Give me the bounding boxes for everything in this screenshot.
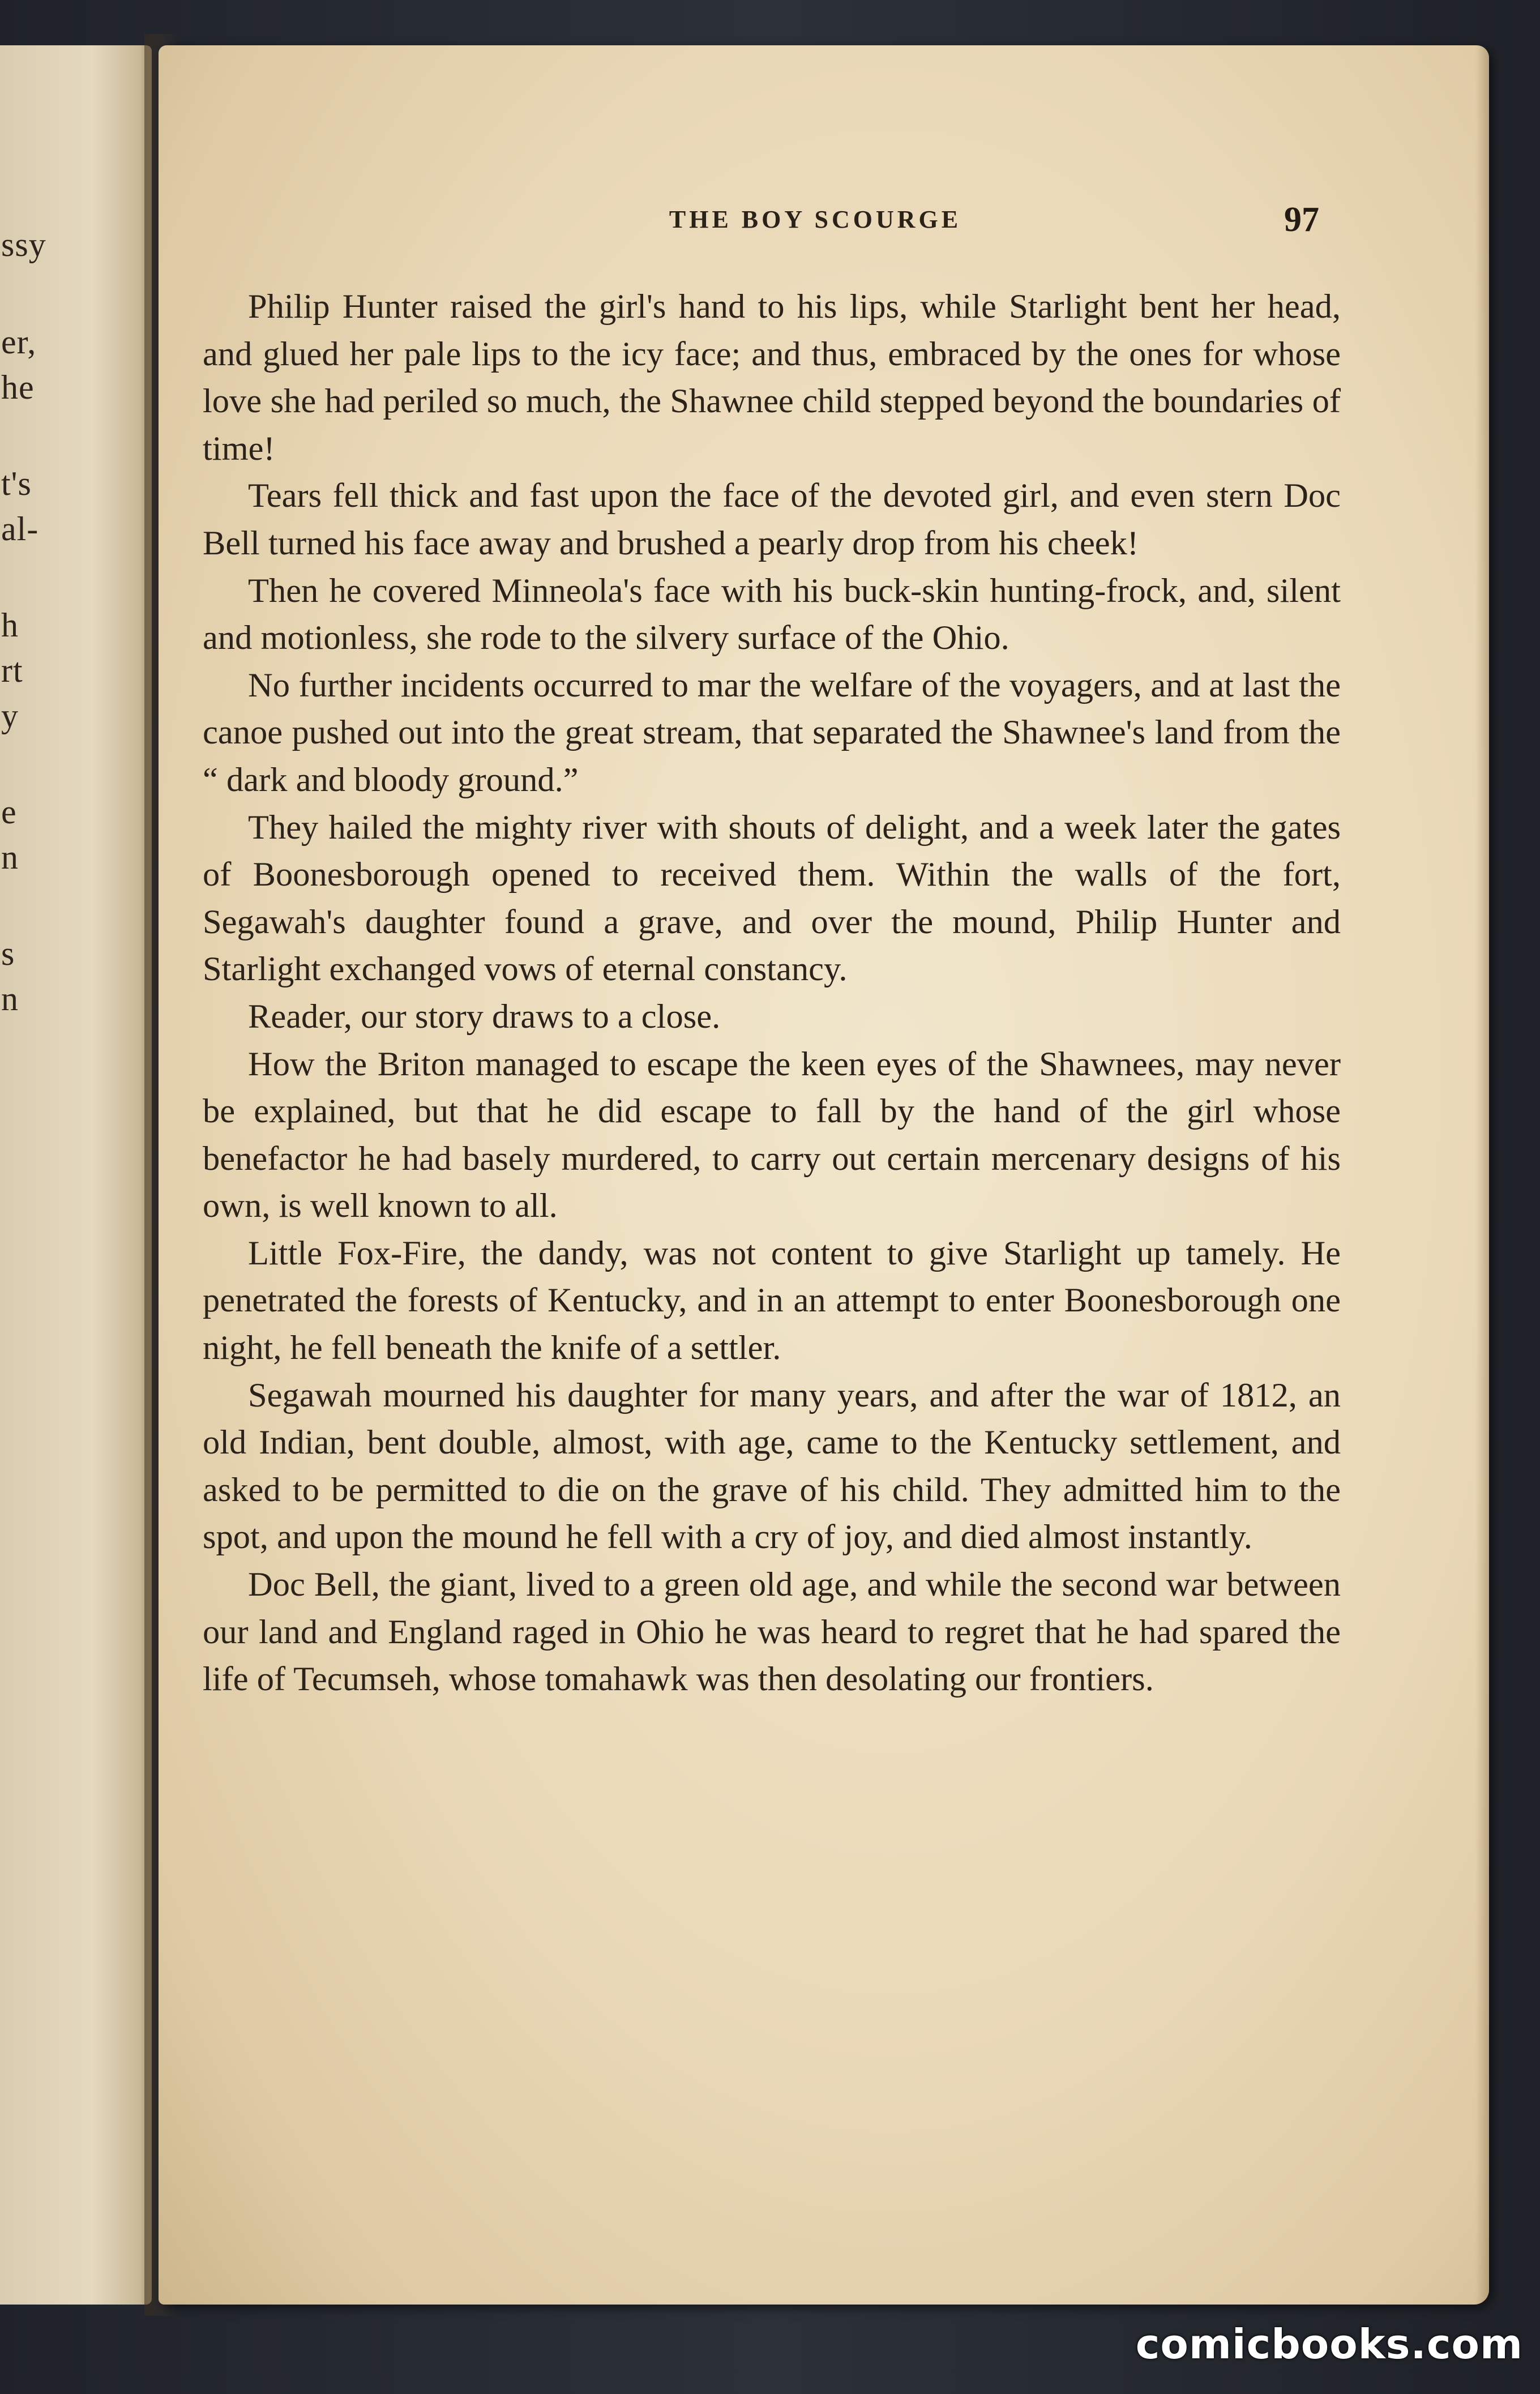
- running-title: THE BOY SCOURGE: [669, 206, 962, 233]
- paragraph: Philip Hunter raised the girl's hand to his lips, while Starlight bent her head, and glued her pale lips to the icy face; and thus, embraced by the ones for whose love she had periled so much, the Shawnee child stepped beyond the boundaries of time!: [203, 288, 1341, 468]
- left-page-fragment: h: [1, 606, 19, 644]
- site-watermark: comicbooks.com: [1135, 2320, 1523, 2368]
- paragraph: Doc Bell, the giant, lived to a green old age, and while the second war between our land and England raged in Ohio he was heard to regret that he had spared the life of Tecumseh, whose tomahawk was then desolating our frontiers.: [203, 1566, 1341, 1699]
- left-page-fragment: he: [1, 369, 35, 406]
- left-page-fragment: er,: [1, 323, 37, 361]
- left-page-fragment: n: [1, 839, 19, 876]
- body-text: [203, 283, 1341, 1703]
- paragraph: Then he covered Minneola's face with his buck-skin hunting-frock, and, silent and motionless, she rode to the silvery surface of the Ohio.: [203, 571, 1341, 657]
- paragraph: No further incidents occurred to mar the welfare of the voyagers, and at last the canoe pushed out into the great stream, that separated the Shawnee's land from the “ dark and bloody ground.”: [203, 666, 1341, 799]
- paragraph: Reader, our story draws to a close.: [248, 997, 721, 1036]
- paragraph: Little Fox-Fire, the dandy, was not content to give Starlight up tamely. He penetrated the forests of Kentucky, and in an attempt to enter Boonesborough one night, he fell beneath the knife of a settler.: [203, 1234, 1341, 1367]
- paragraph: Tears fell thick and fast upon the face of the devoted girl, and even stern Doc Bell turned his face away and brushed a pearly drop from his cheek!: [203, 477, 1341, 562]
- paragraph: Segawah mourned his daughter for many years, and after the war of 1812, an old Indian, bent double, almost, with age, came to the Kentucky settlement, and asked to be permitted to die on the grave of his child. They admitted him to the spot, and upon the mound he fell with a cry of joy, and died almost instantly.: [203, 1376, 1341, 1557]
- paragraph: They hailed the mighty river with shouts of delight, and a week later the gates of Boonesborough opened to received them. Within the walls of the fort, Segawah's daughter found a grave, and over the mound, Philip Hunter and Starlight exchanged vows of eternal constancy.: [203, 808, 1341, 989]
- left-page-fragment: al-: [1, 510, 39, 548]
- page-edge-shading: [1475, 45, 1489, 2305]
- left-page-fragment: t's: [1, 465, 32, 502]
- book-page: [159, 45, 1489, 2305]
- left-facing-page: [0, 45, 152, 2305]
- left-page-fragment: rt: [1, 652, 23, 689]
- left-page-fragment: y: [1, 697, 19, 734]
- running-header: [159, 197, 1489, 242]
- paragraph: How the Briton managed to escape the keen eyes of the Shawnees, may never be explained, but that he did escape to fall by the hand of the girl whose benefactor he had basely murdered, to carry out certain mercenary designs of his own, is well known to all.: [203, 1045, 1341, 1225]
- page-number: 97: [1284, 200, 1319, 239]
- left-page-fragment: s: [1, 935, 15, 972]
- left-page-fragment: ssy: [1, 226, 46, 263]
- left-page-fragment: n: [1, 980, 19, 1018]
- left-page-fragment: e: [1, 793, 17, 831]
